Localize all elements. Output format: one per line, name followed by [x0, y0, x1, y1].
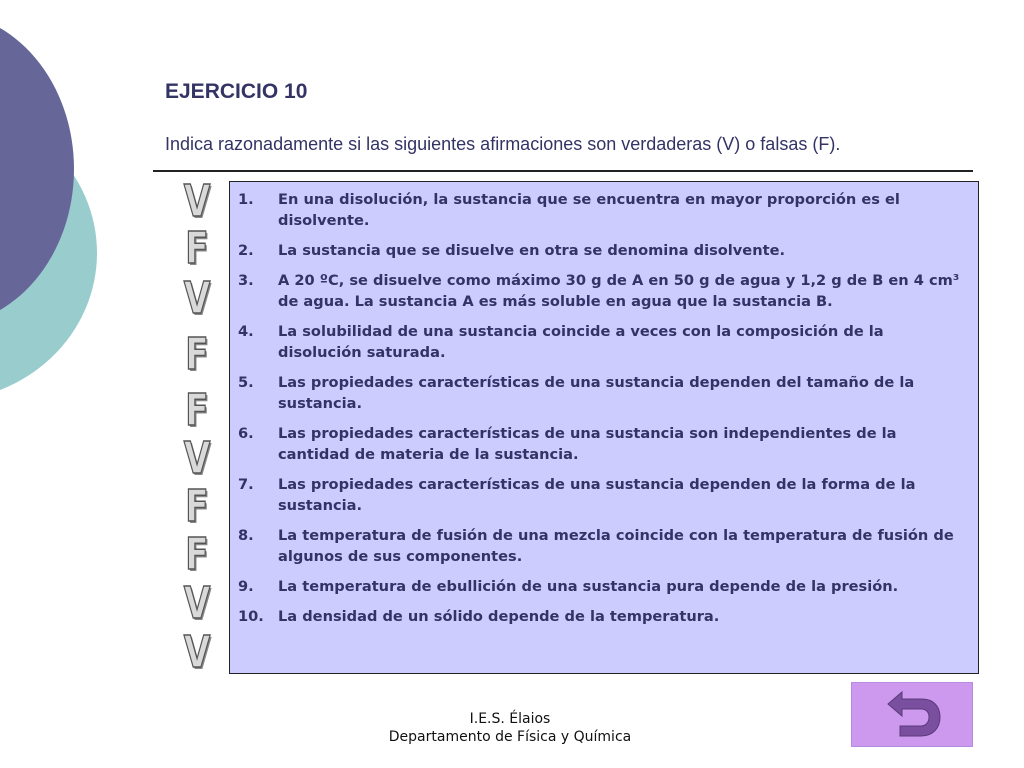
statement-item [238, 372, 968, 414]
footer-department: Departamento de Física y Química [388, 729, 632, 745]
statement-number: 4. [238, 323, 254, 340]
statement-item [238, 423, 968, 465]
statement-text: La densidad de un sólido depende de la temperatura. [278, 608, 720, 625]
statement-number: 5. [238, 374, 254, 391]
statement-text: La temperatura de ebullición de una sustancia pura depende de la presión. [278, 578, 899, 595]
statements-list [238, 189, 968, 627]
statement-text: La temperatura de fusión de una mezcla coincide con la temperatura de fusión de algunos de sus componentes. [278, 527, 954, 565]
answer-1: V [183, 176, 211, 227]
return-button[interactable] [851, 682, 973, 747]
answer-3: V [183, 273, 211, 324]
answer-7: F [185, 481, 209, 532]
footer [360, 710, 660, 746]
statement-number: 3. [238, 272, 254, 289]
statement-number: 2. [238, 242, 254, 259]
answer-8: F [185, 529, 209, 580]
statement-item [238, 321, 968, 363]
answer-2: F [185, 223, 209, 274]
statement-text: En una disolución, la sustancia que se encuentra en mayor proporción es el disolvente. [278, 191, 900, 229]
statement-number: 6. [238, 425, 254, 442]
statement-number: 9. [238, 578, 254, 595]
answer-column [168, 0, 226, 768]
answer-4: F [185, 329, 209, 380]
statement-text: Las propiedades características de una sustancia son independientes de la cantidad de materia de la sustancia. [278, 425, 897, 463]
statement-item [238, 189, 968, 231]
statement-text: Las propiedades características de una sustancia dependen del tamaño de la sustancia. [278, 374, 915, 412]
footer-school: I.E.S. Élaios [469, 711, 551, 727]
statement-item [238, 606, 968, 627]
statement-text: A 20 ºC, se disuelve como máximo 30 g de A en 50 g de agua y 1,2 g de B en 4 cm³ de agua. La sustancia A es más soluble en agua que la sustancia B. [278, 272, 960, 310]
statements-box [229, 181, 979, 674]
statement-number: 7. [238, 476, 254, 493]
statement-item [238, 525, 968, 567]
answer-9: V [183, 578, 211, 629]
statement-item [238, 240, 968, 261]
statement-number: 10. [238, 608, 264, 625]
statement-item [238, 576, 968, 597]
exercise-instruction: Indica razonadamente si las siguientes afirmaciones son verdaderas (V) o falsas (F). [165, 134, 841, 154]
statement-number: 8. [238, 527, 254, 544]
divider [153, 170, 973, 172]
statement-item [238, 270, 968, 312]
answer-10: V [183, 627, 211, 678]
statement-text: La solubilidad de una sustancia coincide a veces con la composición de la disolución saturada. [278, 323, 884, 361]
statement-item [238, 474, 968, 516]
statement-number: 1. [238, 191, 254, 208]
answer-6: V [183, 433, 211, 484]
statement-text: Las propiedades características de una sustancia dependen de la forma de la sustancia. [278, 476, 916, 514]
statement-text: La sustancia que se disuelve en otra se denomina disolvente. [278, 242, 786, 259]
answer-5: F [185, 385, 209, 436]
return-arrow-icon [882, 690, 944, 740]
exercise-title: EJERCICIO 10 [165, 80, 308, 103]
